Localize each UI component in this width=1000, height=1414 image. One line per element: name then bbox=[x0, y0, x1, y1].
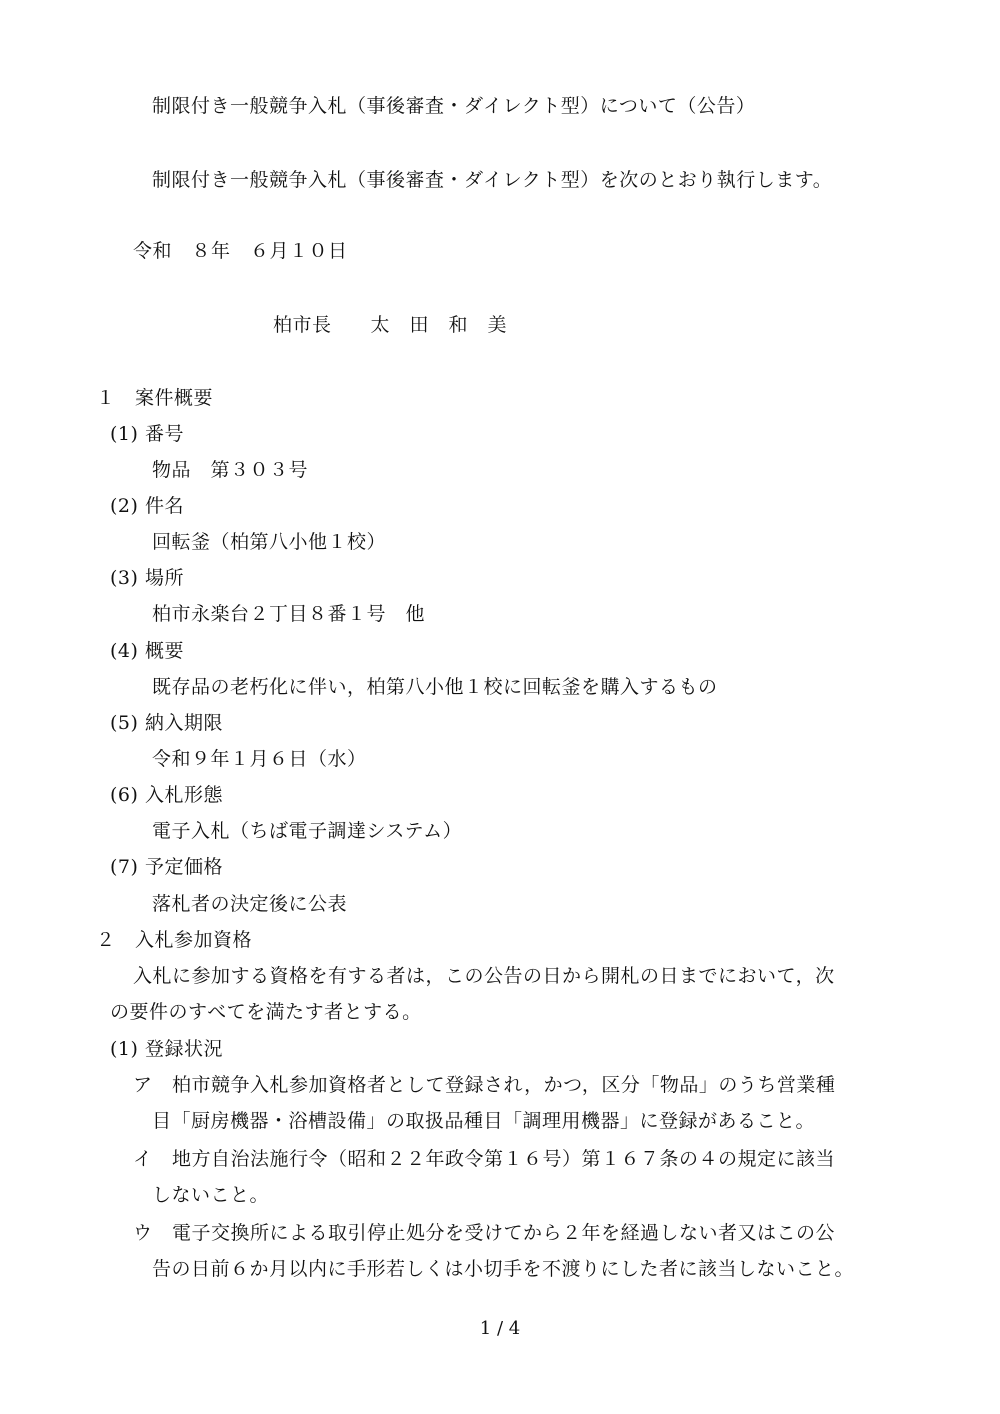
item-price-label: (7) 予定価格 bbox=[110, 856, 223, 878]
notice-title: 制限付き一般競争入札（事後審査・ダイレクト型）について（公告） bbox=[152, 95, 756, 117]
item-number-label: (1) 番号 bbox=[110, 423, 184, 445]
signer: 柏市長 太 田 和 美 bbox=[273, 314, 508, 336]
section-2-paragraph-line2: の要件のすべてを満たす者とする。 bbox=[110, 1001, 422, 1023]
intro-text: 制限付き一般競争入札（事後審査・ダイレクト型）を次のとおり執行します。 bbox=[152, 169, 833, 191]
item-location-value: 柏市永楽台２丁目８番１号 他 bbox=[152, 603, 426, 625]
item-name-value: 回転釜（柏第八小他１校） bbox=[152, 531, 387, 553]
subitem-a-line1: ア 柏市競争入札参加資格者として登録され，かつ，区分「物品」のうち営業種 bbox=[133, 1074, 836, 1096]
item-deadline-label: (5) 納入期限 bbox=[110, 712, 223, 734]
item-summary-value: 既存品の老朽化に伴い，柏第八小他１校に回転釜を購入するもの bbox=[152, 676, 718, 698]
section-1-heading: １ 案件概要 bbox=[96, 387, 214, 409]
item-registration-label: (1) 登録状況 bbox=[110, 1038, 223, 1060]
notice-date: 令和 ８年 ６月１０日 bbox=[133, 240, 348, 262]
subitem-u-line2: 告の日前６か月以内に手形若しくは小切手を不渡りにした者に該当しないこと。 bbox=[152, 1258, 855, 1280]
subitem-u-line1: ウ 電子交換所による取引停止処分を受けてから２年を経過しない者又はこの公 bbox=[133, 1222, 836, 1244]
item-bid-format-label: (6) 入札形態 bbox=[110, 784, 223, 806]
page-number: 1 / 4 bbox=[479, 1318, 521, 1339]
item-name-label: (2) 件名 bbox=[110, 495, 184, 517]
item-number-value: 物品 第３０３号 bbox=[152, 459, 309, 481]
item-location-label: (3) 場所 bbox=[110, 567, 184, 589]
subitem-i-line1: イ 地方自治法施行令（昭和２２年政令第１６号）第１６７条の４の規定に該当 bbox=[133, 1148, 836, 1170]
item-deadline-value: 令和９年１月６日（水） bbox=[152, 748, 367, 770]
subitem-a-line2: 目「厨房機器・浴槽設備」の取扱品種目「調理用機器」に登録があること。 bbox=[152, 1110, 816, 1132]
item-price-value: 落札者の決定後に公表 bbox=[152, 893, 348, 915]
section-2-paragraph-line1: 入札に参加する資格を有する者は，この公告の日から開札の日までにおいて，次 bbox=[133, 965, 835, 987]
item-summary-label: (4) 概要 bbox=[110, 640, 184, 662]
subitem-i-line2: しないこと。 bbox=[152, 1184, 270, 1206]
section-2-heading: ２ 入札参加資格 bbox=[96, 929, 253, 951]
item-bid-format-value: 電子入札（ちば電子調達システム） bbox=[152, 820, 463, 842]
